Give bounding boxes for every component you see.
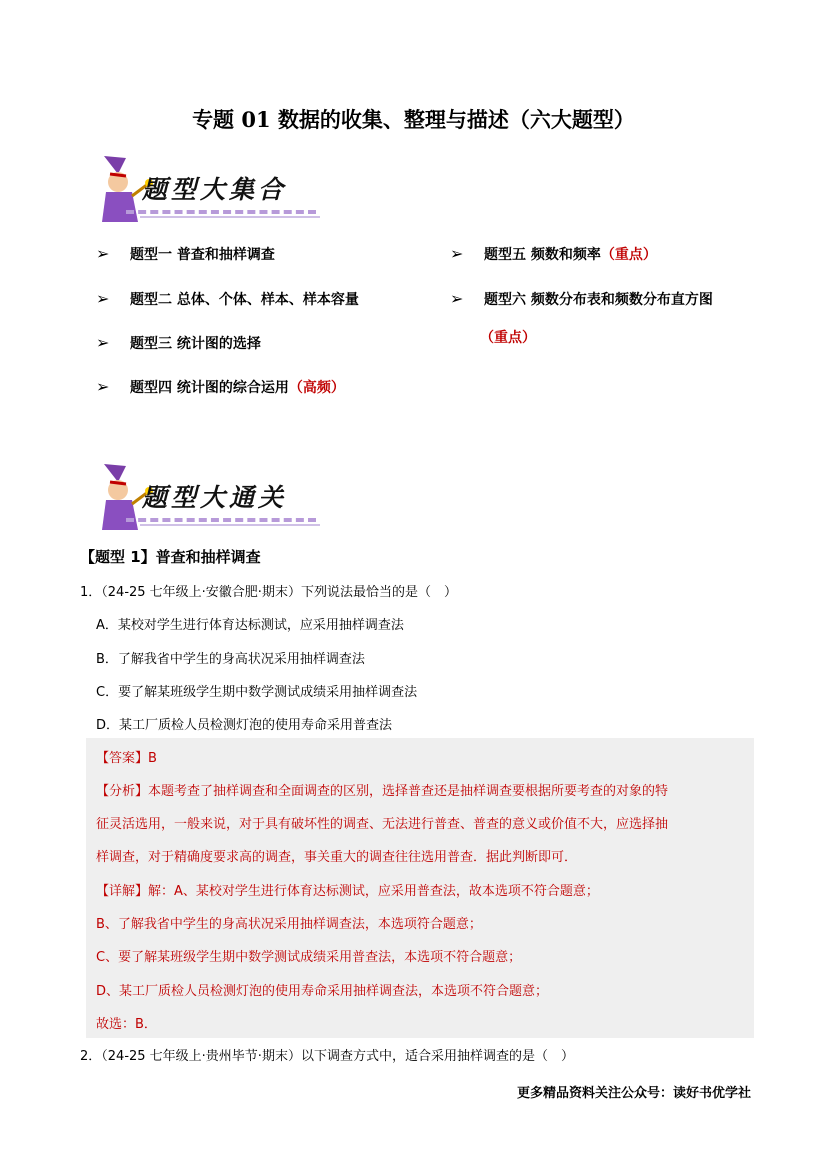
banner-text: 题型大集合 xyxy=(142,175,288,204)
tag-key-point-type6: （重点） xyxy=(480,330,536,346)
toc-item-type2[interactable]: ➢ 题型二 总体、个体、样本、样本容量 xyxy=(96,289,359,308)
banner-text: 题型大通关 xyxy=(142,483,288,512)
toc-item-type1[interactable]: ➢ 题型一 普查和抽样调查 xyxy=(96,244,275,263)
answer-line: 【答案】B xyxy=(96,751,157,766)
banner-topic-practice xyxy=(96,460,328,532)
arrow-icon: ➢ xyxy=(450,289,464,308)
arrow-icon: ➢ xyxy=(96,377,110,396)
banner-underline xyxy=(140,216,320,218)
tag-high-frequency: （高频） xyxy=(288,380,345,396)
banner-topic-collection xyxy=(96,152,328,224)
arrow-icon: ➢ xyxy=(450,244,464,263)
detail-line-3: C、要了解某班级学生期中数学测试成绩采用普查法，本选项不符合题意； xyxy=(96,950,522,965)
analysis-line-3: 样调查，对于精确度要求高的调查，事关重大的调查往往选用普查．据此判断即可． xyxy=(96,850,578,865)
arrow-icon: ➢ xyxy=(96,289,110,308)
arrow-icon: ➢ xyxy=(96,333,110,352)
toc-item-type5[interactable]: ➢ 题型五 频数和频率（重点） xyxy=(450,244,657,263)
analysis-line-2: 征灵活选用，一般来说，对于具有破坏性的调查、无法进行普查、普查的意义或价值不大，应选择抽 xyxy=(96,817,669,832)
toc-item-type4[interactable]: ➢ 题型四 统计图的综合运用（高频） xyxy=(96,377,345,396)
question-1-stem: 1．（24-25 七年级上·安徽合肥·期末）下列说法最恰当的是（ ） xyxy=(80,585,457,600)
detail-line-5: 故选：B． xyxy=(96,1017,157,1032)
section-heading: 【题型 1】普查和抽样调查 xyxy=(80,548,261,566)
question-1-option-c: C．要了解某班级学生期中数学测试成绩采用抽样调查法 xyxy=(96,685,418,700)
question-2-stem: 2．（24-25 七年级上·贵州毕节·期末）以下调查方式中，适合采用抽样调查的是（ ） xyxy=(80,1049,574,1064)
banner-dash-line xyxy=(126,210,316,214)
question-1-option-d: D．某工厂质检人员检测灯泡的使用寿命采用普查法 xyxy=(96,718,393,733)
banner-underline xyxy=(140,524,320,526)
tag-key-point: （重点） xyxy=(600,247,657,263)
toc-item-type3[interactable]: ➢ 题型三 统计图的选择 xyxy=(96,333,261,352)
detail-line-4: D、某工厂质检人员检测灯泡的使用寿命采用抽样调查法，本选项不符合题意； xyxy=(96,984,549,999)
arrow-icon: ➢ xyxy=(96,244,110,263)
detail-line-2: B、了解我省中学生的身高状况采用抽样调查法，本选项符合题意； xyxy=(96,917,482,932)
banner-dash-line xyxy=(126,518,316,522)
toc-item-type6[interactable]: ➢ 题型六 频数分布表和频数分布直方图 xyxy=(450,289,713,308)
question-1-option-b: B．了解我省中学生的身高状况采用抽样调查法 xyxy=(96,652,365,667)
detail-line-1: 【详解】解：A、某校对学生进行体育达标测试，应采用普查法，故本选项不符合题意； xyxy=(96,884,599,899)
footer-note: 更多精品资料关注公众号：读好书优学社 xyxy=(516,1086,751,1101)
analysis-line-1: 【分析】本题考查了抽样调查和全面调查的区别，选择普查还是抽样调查要根据所要考查的对象的特 xyxy=(96,784,669,799)
page-title: 专题 01 数据的收集、整理与描述（六大题型） xyxy=(192,107,635,132)
question-1-option-a: A．某校对学生进行体育达标测试，应采用抽样调查法 xyxy=(96,618,404,633)
